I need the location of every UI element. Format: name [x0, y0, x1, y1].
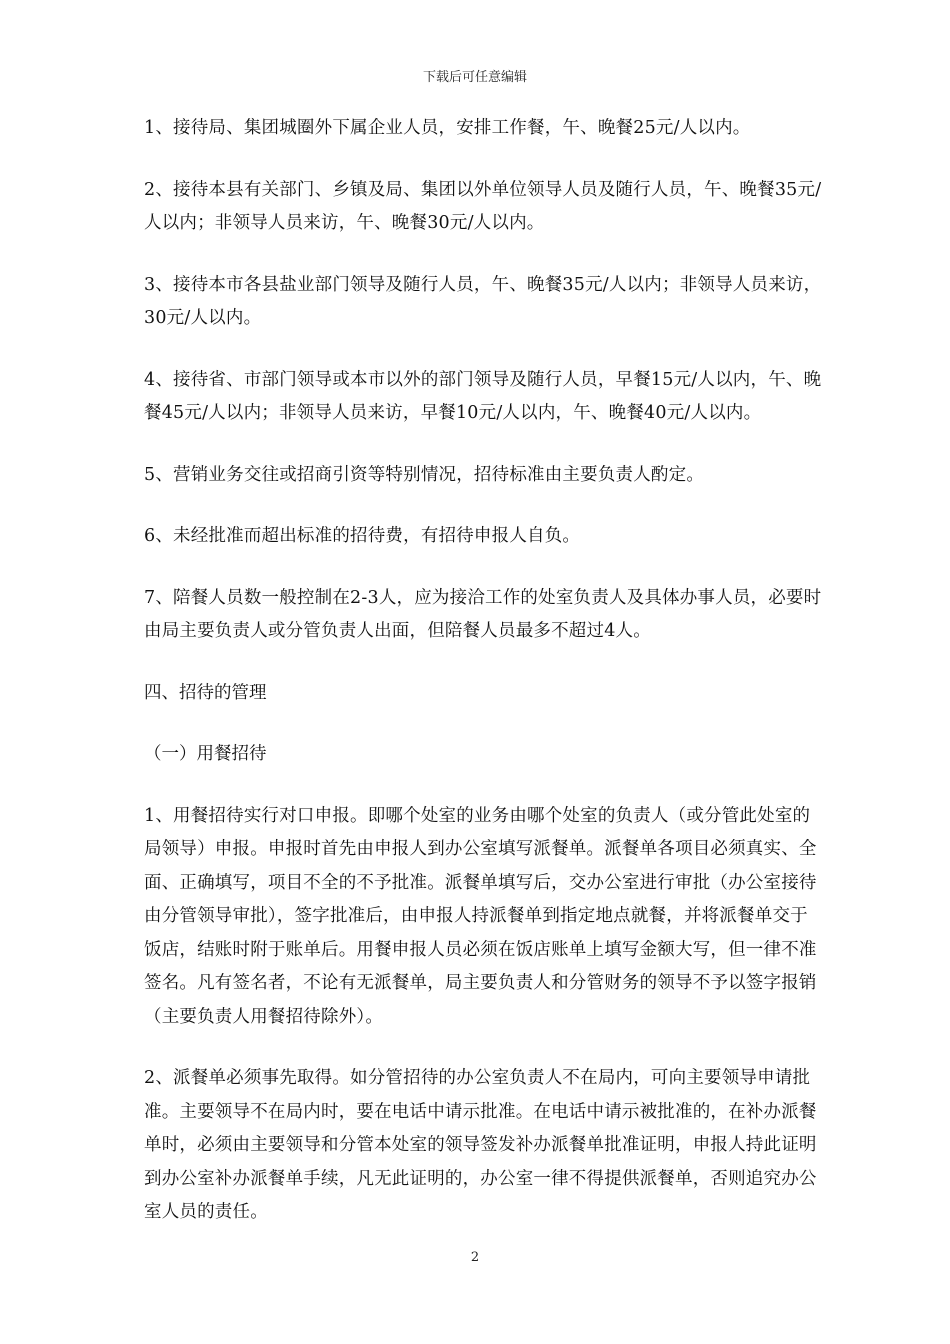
paragraph-standard-6: 6、未经批准而超出标准的招待费，有招待申报人自负。	[144, 526, 581, 546]
paragraph-management-2: 2、派餐单必须事先取得。如分管招待的办公室负责人不在局内，可向主要领导申请批准。主要领导不在局内时，要在电话中请示批准。在电话中请示被批准的，在补办派餐单时，必须由主要领导和分管本处室的领导签发补办派餐单批准证明，申报人持此证明到办公室补办派餐单手续，凡无此证明的，办公室一律不得提供派餐单，否则追究办公室人员的责任。	[144, 1068, 817, 1222]
paragraph-standard-3: 3、接待本市各县盐业部门领导及随行人员，午、晚餐35元/人以内；非领导人员来访，30元/人以内。	[144, 274, 822, 328]
paragraph-management-1: 1、用餐招待实行对口申报。即哪个处室的业务由哪个处室的负责人（或分管此处室的局领导）申报。申报时首先由申报人到办公室填写派餐单。派餐单各项目必须真实、全面、正确填写，项目不全的不予批准。派餐单填写后，交办公室进行审批（办公室接待由分管领导审批），签字批准后，由申报人持派餐单到指定地点就餐，并将派餐单交于饭店，结账时附于账单后。用餐申报人员必须在饭店账单上填写金额大写，但一律不准签名。凡有签名者，不论有无派餐单，局主要负责人和分管财务的领导不予以签字报销（主要负责人用餐招待除外）。	[144, 805, 817, 1027]
document-body	[144, 112, 824, 1258]
page-header: 下载后可任意编辑	[422, 70, 527, 85]
paragraph-standard-5: 5、营销业务交往或招商引资等特别情况，招待标准由主要负责人酌定。	[144, 464, 705, 485]
paragraph-standard-4: 4、接待省、市部门领导或本市以外的部门领导及随行人员，早餐15元/人以内，午、晚餐45元/人以内；非领导人员来访，早餐10元/人以内，午、晚餐40元/人以内。	[144, 369, 822, 423]
paragraph-standard-2: 2、接待本县有关部门、乡镇及局、集团以外单位领导人员及随行人员，午、晚餐35元/人以内；非领导人员来访，午、晚餐30元/人以内。	[144, 179, 822, 233]
section-heading: 四、招待的管理	[144, 682, 267, 703]
paragraph-standard-7: 7、陪餐人员数一般控制在2-3人，应为接洽工作的处室负责人及具体办事人员，必要时由局主要负责人或分管负责人出面，但陪餐人员最多不超过4人。	[144, 587, 822, 641]
page-number: 2	[470, 1250, 480, 1265]
paragraph-standard-1: 1、接待局、集团城圈外下属企业人员，安排工作餐，午、晚餐25元/人以内。	[144, 118, 751, 138]
subsection-heading: （一）用餐招待	[144, 744, 267, 764]
